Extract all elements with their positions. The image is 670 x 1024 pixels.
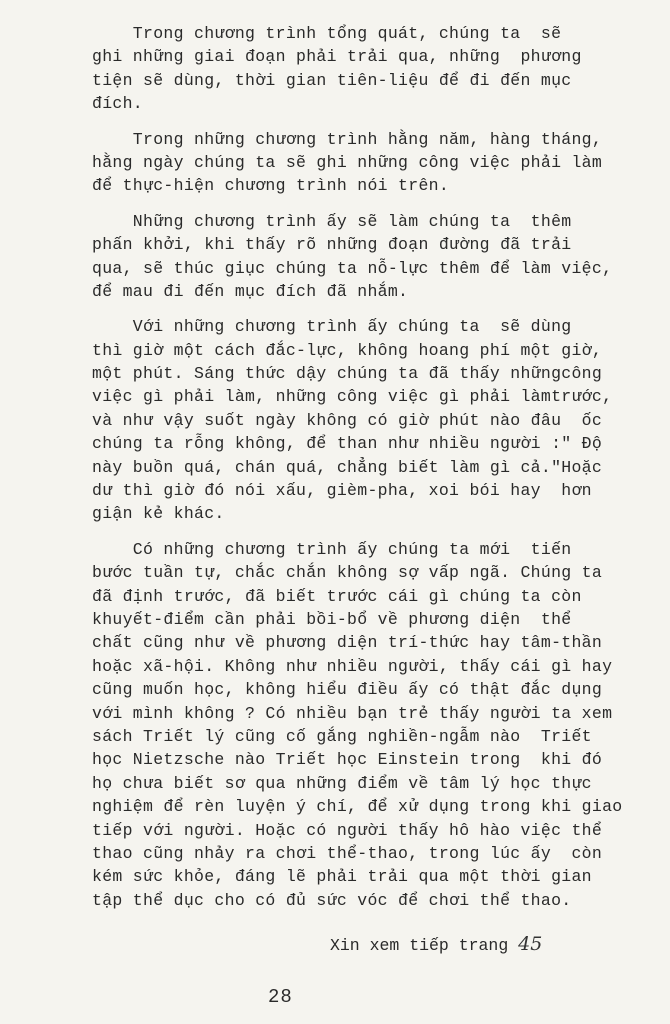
text-line: thì giờ một cách đắc-lực, không hoang phí một giờ,	[92, 340, 603, 360]
text-line: chúng ta rỗng không, để than như nhiều người :" Độ	[92, 434, 603, 454]
paragraph-2	[92, 128, 647, 198]
paragraph-1	[92, 22, 647, 116]
text-line: tiếp với người. Hoặc có người thấy hô hào việc thể	[92, 820, 603, 840]
text-line: này buồn quá, chán quá, chẳng biết làm gì cả."Hoặc	[92, 457, 603, 477]
body-text	[92, 22, 647, 924]
text-line: nghiệm để rèn luyện ý chí, để xử dụng trong khi giao	[92, 797, 623, 817]
text-line: chất cũng như về phương diện trí-thức hay tâm-thần	[92, 633, 603, 653]
text-line: Trong những chương trình hằng năm, hàng tháng,	[92, 129, 603, 149]
text-line: tiện sẽ dùng, thời gian tiên-liệu để đi đến mục	[92, 70, 572, 90]
text-line: để thực-hiện chương trình nói trên.	[92, 176, 450, 196]
text-line: bước tuần tự, chắc chắn không sợ vấp ngã. Chúng ta	[92, 563, 603, 583]
text-line: một phút. Sáng thức dậy chúng ta đã thấy nhữngcông	[92, 364, 603, 384]
text-line: Trong chương trình tổng quát, chúng ta sẽ	[92, 24, 562, 43]
text-line: sách Triết lý cũng cố gắng nghiền-ngẫm nào Triết	[92, 726, 592, 746]
text-line: cũng muốn học, không hiểu điều ấy có thật đắc dụng	[92, 680, 603, 700]
text-line: và như vậy suốt ngày không có giờ phút nào đâu ốc	[92, 410, 603, 430]
text-line: đã định trước, đã biết trước cái gì chúng ta còn	[92, 586, 582, 606]
continuation-note	[330, 933, 542, 955]
text-line: hoặc xã-hội. Không như nhiều người, thấy cái gì hay	[92, 656, 613, 676]
text-line: tập thể dục cho có đủ sức vóc để chơi thể thao.	[92, 890, 572, 910]
text-line: Những chương trình ấy sẽ làm chúng ta thêm	[92, 211, 572, 231]
text-line: phấn khởi, khi thấy rõ những đoạn đường đã trải	[92, 235, 572, 255]
continuation-text: Xin xem tiếp trang	[330, 936, 519, 955]
text-line: dư thì giờ đó nói xấu, gièm-pha, xoi bói hay hơn	[92, 481, 592, 501]
text-line: việc gì phải làm, những công việc gì phải làmtrước,	[92, 387, 613, 407]
paragraph-5	[92, 538, 647, 912]
text-line: Với những chương trình ấy chúng ta sẽ dùng	[92, 317, 572, 337]
text-line: đích.	[92, 94, 144, 114]
page-number: 28	[268, 986, 293, 1008]
continuation-page-ref: 45	[518, 933, 543, 955]
text-line: họ chưa biết sơ qua những điểm về tâm lý học thực	[92, 773, 592, 793]
text-line: hằng ngày chúng ta sẽ ghi những công việc phải làm	[92, 152, 603, 172]
paragraph-3	[92, 210, 647, 304]
text-line: để mau đi đến mục đích đã nhắm.	[92, 281, 409, 301]
text-line: giận kẻ khác.	[92, 504, 225, 524]
paragraph-4	[92, 315, 647, 526]
text-line: học Nietzsche nào Triết học Einstein trong khi đó	[92, 750, 603, 770]
text-line: Có những chương trình ấy chúng ta mới tiến	[92, 539, 572, 559]
text-line: khuyết-điểm cần phải bồi-bổ về phương diện thể	[92, 609, 572, 629]
text-line: thao cũng nhảy ra chơi thể-thao, trong lúc ấy còn	[92, 843, 603, 863]
text-line: kém sức khỏe, đáng lẽ phải trải qua một thời gian	[92, 867, 592, 887]
text-line: qua, sẽ thúc giục chúng ta nỗ-lực thêm để làm việc,	[92, 258, 613, 278]
text-line: với mình không ? Có nhiều bạn trẻ thấy người ta xem	[92, 703, 613, 723]
text-line: ghi những giai đoạn phải trải qua, những phương	[92, 47, 582, 67]
